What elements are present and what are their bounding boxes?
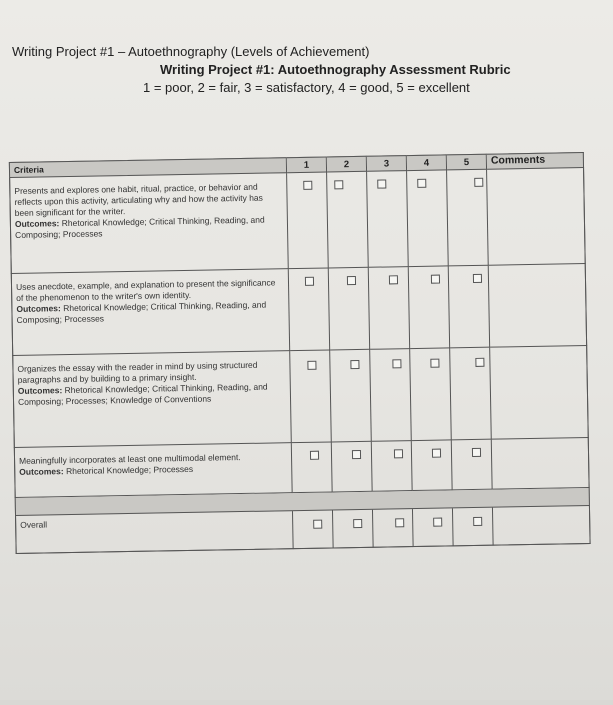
checkbox-row2-score4[interactable]	[431, 275, 440, 284]
checkbox-row4-score4[interactable]	[432, 449, 441, 458]
criterion-text-1: Presents and explores one habit, ritual, practice, or behavior and reflects upon this activity, articulating why and how the activity has been significant for the writer.	[14, 181, 263, 218]
score-cell-4-5	[452, 440, 493, 491]
checkbox-row1-score1[interactable]	[303, 181, 312, 190]
checkbox-row3-score5[interactable]	[475, 358, 484, 367]
outcomes-text-1: Rhetorical Knowledge; Critical Thinking, Reading, and Composing; Processes	[15, 214, 265, 240]
criterion-outcomes-1	[15, 214, 283, 241]
criterion-text-2: Uses anecdote, example, and explanation to present the significance of the phenomenon to the writer's own identity.	[15, 277, 276, 303]
checkbox-row4-score3[interactable]	[394, 449, 403, 458]
comments-cell-1[interactable]	[487, 168, 586, 266]
score-cell-3-1	[290, 350, 332, 443]
score-cell-3-2	[330, 350, 372, 443]
checkbox-overall-score3[interactable]	[395, 518, 404, 527]
criteria-header: Criteria	[9, 157, 287, 178]
checkbox-overall-score2[interactable]	[353, 519, 362, 528]
score-header-3: 3	[367, 155, 407, 172]
score-cell-4-3	[372, 441, 413, 492]
criterion-text-4: Meaningfully incorporates at least one multimodal element.	[18, 452, 241, 466]
overall-score-cell-5	[453, 508, 494, 547]
outcomes-label-2: Outcomes:	[16, 303, 61, 314]
outcomes-label-1: Outcomes:	[14, 218, 60, 229]
score-cell-1-3	[367, 171, 409, 268]
score-cell-4-4	[412, 440, 453, 491]
criterion-row-4	[14, 443, 293, 498]
criterion-text-3: Organizes the essay with the reader in mind by using structured paragraphs and by building to a primary insight.	[17, 359, 258, 385]
criterion-outcomes-2	[16, 299, 284, 326]
criterion-row-2	[11, 269, 290, 356]
score-header-4: 4	[407, 154, 447, 171]
checkbox-row3-score3[interactable]	[392, 359, 401, 368]
overall-label: Overall	[15, 511, 294, 554]
comments-cell-3[interactable]	[490, 346, 589, 440]
score-header-5: 5	[447, 154, 487, 171]
overall-score-cell-1	[293, 510, 334, 549]
criterion-outcomes-3	[18, 381, 286, 408]
comments-header: Comments	[487, 152, 584, 170]
overall-comments-cell[interactable]	[493, 506, 591, 546]
checkbox-row3-score1[interactable]	[307, 361, 316, 370]
score-cell-2-1	[289, 268, 330, 351]
checkbox-row3-score2[interactable]	[350, 360, 359, 369]
rubric-title: Writing Project #1: Autoethnography Assessment Rubric	[160, 62, 511, 77]
criterion-row-1	[9, 173, 289, 274]
score-cell-4-1	[292, 442, 333, 493]
checkbox-row2-score3[interactable]	[389, 275, 398, 284]
checkbox-overall-score4[interactable]	[433, 518, 442, 527]
checkbox-row2-score2[interactable]	[347, 276, 356, 285]
checkbox-row1-score3[interactable]	[377, 179, 386, 188]
overall-score-cell-4	[413, 508, 454, 547]
checkbox-row2-score5[interactable]	[473, 274, 482, 283]
outcomes-text-3: Rhetorical Knowledge; Critical Thinking, Reading, and Composing; Processes; Knowledge of Conventions	[17, 381, 268, 407]
score-cell-3-5	[450, 348, 492, 441]
checkbox-overall-score1[interactable]	[313, 520, 322, 529]
outcomes-text-4: Rhetorical Knowledge; Processes	[65, 463, 194, 477]
document-title: Writing Project #1 – Autoethnography (Levels of Achievement)	[12, 44, 370, 59]
score-cell-1-2	[327, 172, 369, 269]
score-cell-3-3	[370, 349, 412, 442]
score-cell-1-5	[447, 170, 489, 267]
checkbox-row4-score1[interactable]	[310, 451, 319, 460]
score-cell-3-4	[410, 348, 452, 441]
checkbox-row1-score5[interactable]	[474, 178, 483, 187]
checkbox-row1-score2[interactable]	[334, 180, 343, 189]
checkbox-overall-score5[interactable]	[473, 517, 482, 526]
checkbox-row2-score1[interactable]	[305, 277, 314, 286]
checkbox-row3-score4[interactable]	[430, 359, 439, 368]
score-cell-2-5	[449, 266, 490, 349]
score-cell-1-4	[407, 170, 449, 267]
checkbox-row4-score2[interactable]	[352, 450, 361, 459]
score-cell-1-1	[287, 173, 329, 270]
outcomes-text-2: Rhetorical Knowledge; Critical Thinking, Reading, and Composing; Processes	[16, 299, 267, 325]
score-header-1: 1	[287, 157, 327, 174]
overall-score-cell-2	[333, 510, 374, 549]
outcomes-label-3: Outcomes:	[17, 385, 63, 396]
checkbox-row4-score5[interactable]	[472, 448, 481, 457]
comments-cell-2[interactable]	[489, 264, 587, 348]
score-cell-4-2	[332, 442, 373, 493]
comments-cell-4[interactable]	[492, 438, 590, 490]
score-cell-2-2	[329, 268, 370, 351]
score-cell-2-4	[409, 266, 450, 349]
outcomes-label-4: Outcomes:	[19, 466, 64, 477]
overall-score-cell-3	[373, 509, 414, 548]
score-cell-2-3	[369, 267, 410, 350]
score-header-2: 2	[327, 156, 367, 173]
checkbox-row1-score4[interactable]	[417, 179, 426, 188]
rating-scale: 1 = poor, 2 = fair, 3 = satisfactory, 4 = good, 5 = excellent	[143, 80, 470, 95]
criterion-row-3	[12, 351, 292, 448]
